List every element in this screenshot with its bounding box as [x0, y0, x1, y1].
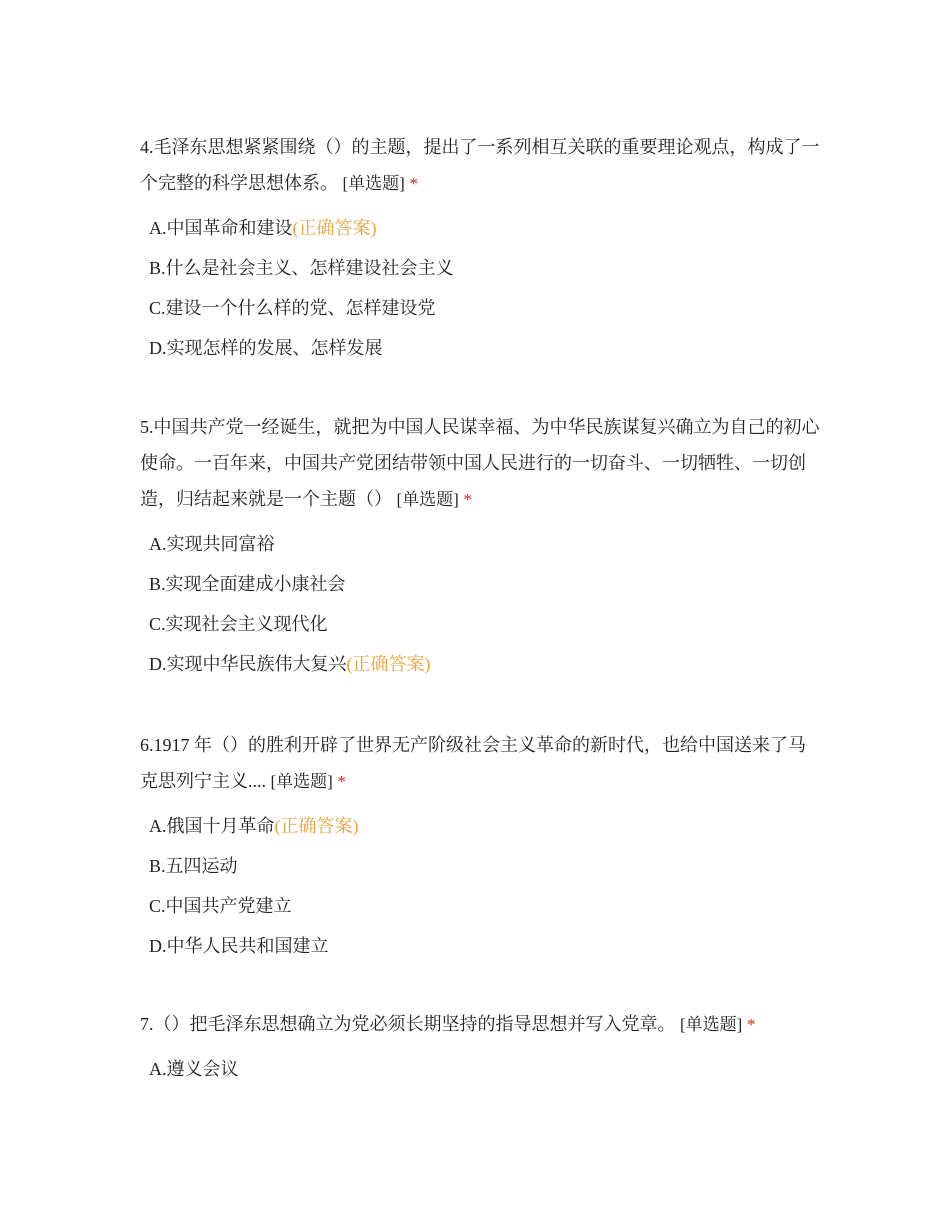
option-a	[149, 208, 820, 248]
option-c	[149, 886, 820, 926]
option-text: A.实现共同富裕	[149, 534, 275, 554]
option-c	[149, 604, 820, 644]
question-type: [单选题]	[680, 1015, 743, 1034]
option-a	[149, 806, 820, 846]
question-text: 5.中国共产党一经诞生，就把为中国人民谋幸福、为中华民族谋复兴确立为自己的初心使命。一百年来，中国共产党团结带领中国人民进行的一切奋斗、一切牺牲、一切创造，归结起来就是一个主题（）	[140, 417, 820, 509]
option-c	[149, 288, 820, 328]
option-text: C.建设一个什么样的党、怎样建设党	[149, 298, 436, 318]
option-list	[140, 806, 820, 966]
question-type: [单选题]	[270, 772, 333, 791]
option-text: B.实现全面建成小康社会	[149, 574, 346, 594]
option-a	[149, 1049, 820, 1089]
option-text: C.中国共产党建立	[149, 896, 292, 916]
question-4	[140, 129, 820, 368]
question-text: 6.1917 年（）的胜利开辟了世界无产阶级社会主义革命的新时代，也给中国送来了马克思列宁主义....	[140, 735, 806, 791]
question-7	[140, 1006, 820, 1089]
question-type: [单选题]	[342, 174, 405, 193]
option-text: B.什么是社会主义、怎样建设社会主义	[149, 258, 454, 278]
question-6	[140, 727, 820, 966]
option-a	[149, 524, 820, 564]
required-mark: *	[409, 174, 418, 193]
option-list	[140, 208, 820, 368]
required-mark: *	[746, 1015, 756, 1034]
required-mark: *	[463, 490, 472, 509]
question-stem	[140, 1006, 820, 1043]
option-text: D.实现怎样的发展、怎样发展	[149, 338, 383, 358]
question-text: 7.（）把毛泽东思想确立为党必须长期坚持的指导思想并写入党章。	[140, 1014, 676, 1034]
option-b	[149, 248, 820, 288]
option-list	[140, 524, 820, 684]
option-list	[140, 1049, 820, 1089]
correct-answer-label: (正确答案)	[346, 654, 431, 674]
option-text: D.实现中华民族伟大复兴	[149, 654, 347, 674]
option-text: C.实现社会主义现代化	[149, 614, 328, 634]
question-stem	[140, 409, 820, 518]
option-text: A.遵义会议	[149, 1059, 239, 1079]
option-text: B.五四运动	[149, 856, 238, 876]
correct-answer-label: (正确答案)	[292, 218, 377, 238]
option-text: A.俄国十月革命	[149, 816, 275, 836]
option-d	[149, 644, 820, 684]
option-d	[149, 328, 820, 368]
question-stem	[140, 727, 820, 800]
option-b	[149, 846, 820, 886]
question-5	[140, 409, 820, 684]
option-d	[149, 926, 820, 966]
question-text: 4.毛泽东思想紧紧围绕（）的主题，提出了一系列相互关联的重要理论观点，构成了一个完整的科学思想体系。	[140, 137, 820, 193]
option-text: D.中华人民共和国建立	[149, 936, 329, 956]
required-mark: *	[337, 772, 346, 791]
option-b	[149, 564, 820, 604]
question-type: [单选题]	[396, 490, 459, 509]
question-stem	[140, 129, 820, 202]
correct-answer-label: (正确答案)	[274, 816, 359, 836]
option-text: A.中国革命和建设	[149, 218, 293, 238]
